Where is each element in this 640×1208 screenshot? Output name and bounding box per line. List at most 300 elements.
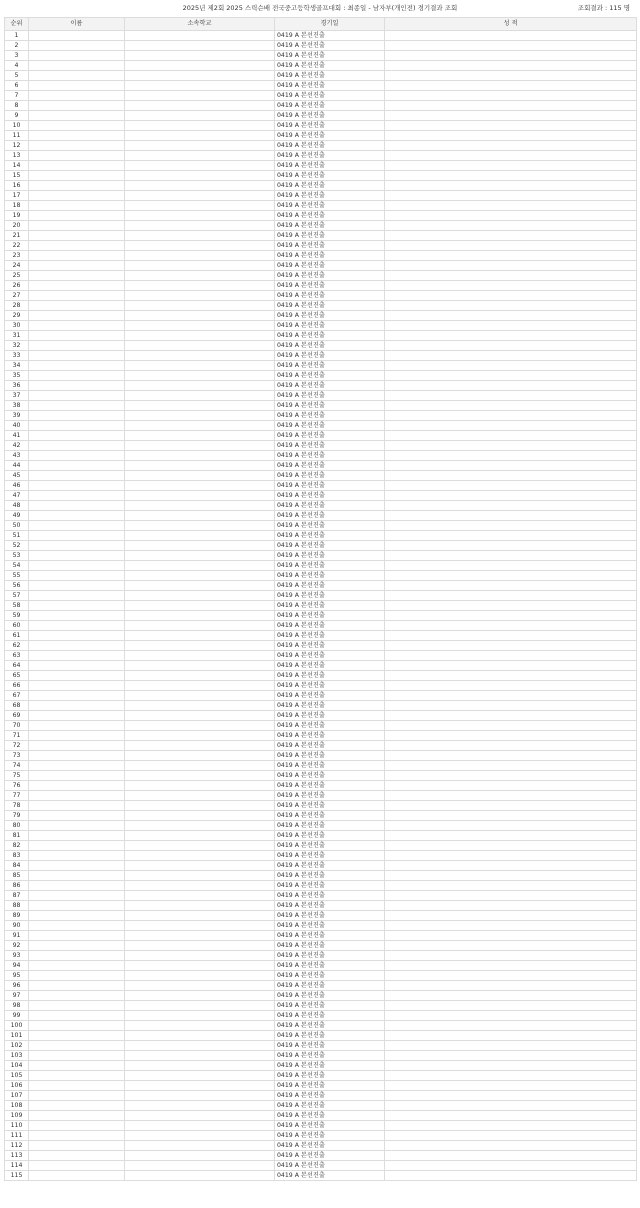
- table-row: [5, 551, 637, 561]
- table-row: [5, 731, 637, 741]
- score-link[interactable]: [385, 101, 637, 111]
- school-cell: [125, 891, 275, 901]
- school-cell: [125, 981, 275, 991]
- score-link[interactable]: [385, 961, 637, 971]
- school-cell: [125, 291, 275, 301]
- player-name-cell: [29, 121, 125, 131]
- table-row: [5, 681, 637, 691]
- table-row: [5, 141, 637, 151]
- score-link[interactable]: [385, 981, 637, 991]
- school-cell: [125, 641, 275, 651]
- player-name-cell: [29, 101, 125, 111]
- player-name-cell: [29, 911, 125, 921]
- school-cell: [125, 201, 275, 211]
- score-link[interactable]: [385, 671, 637, 681]
- school-cell: [125, 691, 275, 701]
- score-link[interactable]: [385, 841, 637, 851]
- table-row: [5, 1011, 637, 1021]
- score-link[interactable]: [385, 711, 637, 721]
- date-status-cell: 0419 A 본선진출: [275, 481, 385, 491]
- date-status-cell: 0419 A 본선진출: [275, 781, 385, 791]
- school-cell: [125, 791, 275, 801]
- school-cell: [125, 931, 275, 941]
- table-row: [5, 811, 637, 821]
- score-link[interactable]: [385, 911, 637, 921]
- player-name-cell: [29, 971, 125, 981]
- rank-cell: 66: [5, 681, 29, 691]
- player-name-cell: [29, 41, 125, 51]
- player-name-cell: [29, 441, 125, 451]
- score-link[interactable]: [385, 1021, 637, 1031]
- table-row: [5, 1141, 637, 1151]
- school-cell: [125, 441, 275, 451]
- score-link[interactable]: [385, 301, 637, 311]
- score-link[interactable]: [385, 1081, 637, 1091]
- table-row: [5, 301, 637, 311]
- score-link[interactable]: [385, 1061, 637, 1071]
- score-link[interactable]: [385, 201, 637, 211]
- score-link[interactable]: [385, 291, 637, 301]
- score-link[interactable]: [385, 131, 637, 141]
- player-name-cell: [29, 1081, 125, 1091]
- score-link[interactable]: [385, 1101, 637, 1111]
- table-row: [5, 761, 637, 771]
- score-link[interactable]: [385, 71, 637, 81]
- rank-cell: 77: [5, 791, 29, 801]
- rank-cell: 81: [5, 831, 29, 841]
- score-link[interactable]: [385, 791, 637, 801]
- score-link[interactable]: [385, 761, 637, 771]
- score-link[interactable]: [385, 571, 637, 581]
- rank-cell: 39: [5, 411, 29, 421]
- date-status-cell: 0419 A 본선진출: [275, 621, 385, 631]
- date-status-cell: 0419 A 본선진출: [275, 1031, 385, 1041]
- score-link[interactable]: [385, 151, 637, 161]
- player-name-cell: [29, 161, 125, 171]
- school-cell: [125, 821, 275, 831]
- player-name-cell: [29, 71, 125, 81]
- school-cell: [125, 451, 275, 461]
- score-link[interactable]: [385, 1041, 637, 1051]
- score-link[interactable]: [385, 781, 637, 791]
- rank-cell: 30: [5, 321, 29, 331]
- rank-cell: 22: [5, 241, 29, 251]
- score-link[interactable]: [385, 601, 637, 611]
- player-name-cell: [29, 821, 125, 831]
- score-link[interactable]: [385, 81, 637, 91]
- table-row: [5, 741, 637, 751]
- school-cell: [125, 1081, 275, 1091]
- school-cell: [125, 381, 275, 391]
- table-row: [5, 1031, 637, 1041]
- player-name-cell: [29, 831, 125, 841]
- date-status-cell: 0419 A 본선진출: [275, 1071, 385, 1081]
- school-cell: [125, 401, 275, 411]
- score-link[interactable]: [385, 411, 637, 421]
- score-link[interactable]: [385, 681, 637, 691]
- score-link[interactable]: [385, 1121, 637, 1131]
- school-cell: [125, 851, 275, 861]
- date-status-cell: 0419 A 본선진출: [275, 431, 385, 441]
- player-name-cell: [29, 1151, 125, 1161]
- score-link[interactable]: [385, 361, 637, 371]
- date-status-cell: 0419 A 본선진출: [275, 191, 385, 201]
- score-link[interactable]: [385, 861, 637, 871]
- school-cell: [125, 941, 275, 951]
- school-cell: [125, 801, 275, 811]
- school-cell: [125, 661, 275, 671]
- player-name-cell: [29, 241, 125, 251]
- player-name-cell: [29, 531, 125, 541]
- date-status-cell: 0419 A 본선진출: [275, 631, 385, 641]
- score-link[interactable]: [385, 831, 637, 841]
- school-cell: [125, 1151, 275, 1161]
- score-link[interactable]: [385, 421, 637, 431]
- table-row: [5, 341, 637, 351]
- table-row: [5, 391, 637, 401]
- table-row: [5, 441, 637, 451]
- rank-cell: 83: [5, 851, 29, 861]
- score-link[interactable]: [385, 1011, 637, 1021]
- date-status-cell: 0419 A 본선진출: [275, 361, 385, 371]
- rank-cell: 82: [5, 841, 29, 851]
- score-link[interactable]: [385, 1151, 637, 1161]
- score-link[interactable]: [385, 381, 637, 391]
- school-cell: [125, 871, 275, 881]
- rank-cell: 21: [5, 231, 29, 241]
- player-name-cell: [29, 1001, 125, 1011]
- score-link[interactable]: [385, 161, 637, 171]
- rank-cell: 74: [5, 761, 29, 771]
- player-name-cell: [29, 1061, 125, 1071]
- date-status-cell: 0419 A 본선진출: [275, 1011, 385, 1021]
- table-row: [5, 691, 637, 701]
- date-status-cell: 0419 A 본선진출: [275, 941, 385, 951]
- score-link[interactable]: [385, 641, 637, 651]
- player-name-cell: [29, 781, 125, 791]
- score-link[interactable]: [385, 1091, 637, 1101]
- score-link[interactable]: [385, 431, 637, 441]
- rank-cell: 108: [5, 1101, 29, 1111]
- player-name-cell: [29, 841, 125, 851]
- rank-cell: 79: [5, 811, 29, 821]
- school-cell: [125, 1171, 275, 1181]
- score-link[interactable]: [385, 701, 637, 711]
- score-link[interactable]: [385, 991, 637, 1001]
- score-link[interactable]: [385, 261, 637, 271]
- score-link[interactable]: [385, 521, 637, 531]
- score-link[interactable]: [385, 581, 637, 591]
- score-link[interactable]: [385, 771, 637, 781]
- score-link[interactable]: [385, 41, 637, 51]
- rank-cell: 50: [5, 521, 29, 531]
- score-link[interactable]: [385, 321, 637, 331]
- player-name-cell: [29, 291, 125, 301]
- score-link[interactable]: [385, 441, 637, 451]
- header-row: [5, 18, 637, 31]
- player-name-cell: [29, 721, 125, 731]
- player-name-cell: [29, 351, 125, 361]
- date-status-cell: 0419 A 본선진출: [275, 821, 385, 831]
- table-row: [5, 771, 637, 781]
- score-link[interactable]: [385, 881, 637, 891]
- date-status-cell: 0419 A 본선진출: [275, 841, 385, 851]
- player-name-cell: [29, 511, 125, 521]
- score-link[interactable]: [385, 801, 637, 811]
- school-cell: [125, 731, 275, 741]
- table-row: [5, 911, 637, 921]
- score-link[interactable]: [385, 611, 637, 621]
- score-link[interactable]: [385, 1111, 637, 1121]
- date-status-cell: 0419 A 본선진출: [275, 1101, 385, 1111]
- table-row: [5, 521, 637, 531]
- date-status-cell: 0419 A 본선진출: [275, 461, 385, 471]
- score-link[interactable]: [385, 61, 637, 71]
- score-link[interactable]: [385, 731, 637, 741]
- score-link[interactable]: [385, 1131, 637, 1141]
- score-link[interactable]: [385, 591, 637, 601]
- score-link[interactable]: [385, 351, 637, 361]
- score-link[interactable]: [385, 331, 637, 341]
- school-cell: [125, 901, 275, 911]
- player-name-cell: [29, 221, 125, 231]
- score-link[interactable]: [385, 921, 637, 931]
- school-cell: [125, 811, 275, 821]
- score-link[interactable]: [385, 821, 637, 831]
- school-cell: [125, 471, 275, 481]
- player-name-cell: [29, 331, 125, 341]
- table-row: [5, 1041, 637, 1051]
- school-cell: [125, 581, 275, 591]
- rank-cell: 35: [5, 371, 29, 381]
- score-link[interactable]: [385, 741, 637, 751]
- score-link[interactable]: [385, 631, 637, 641]
- score-link[interactable]: [385, 1001, 637, 1011]
- score-link[interactable]: [385, 541, 637, 551]
- score-link[interactable]: [385, 721, 637, 731]
- score-link[interactable]: [385, 341, 637, 351]
- player-name-cell: [29, 391, 125, 401]
- score-link[interactable]: [385, 181, 637, 191]
- score-link[interactable]: [385, 271, 637, 281]
- player-name-cell: [29, 691, 125, 701]
- table-row: [5, 701, 637, 711]
- score-link[interactable]: [385, 171, 637, 181]
- date-status-cell: 0419 A 본선진출: [275, 921, 385, 931]
- score-link[interactable]: [385, 621, 637, 631]
- score-link[interactable]: [385, 661, 637, 671]
- table-row: [5, 131, 637, 141]
- score-link[interactable]: [385, 91, 637, 101]
- table-row: [5, 231, 637, 241]
- rank-cell: 38: [5, 401, 29, 411]
- score-link[interactable]: [385, 511, 637, 521]
- score-link[interactable]: [385, 811, 637, 821]
- table-row: [5, 651, 637, 661]
- score-link[interactable]: [385, 501, 637, 511]
- date-status-cell: 0419 A 본선진출: [275, 1001, 385, 1011]
- table-row: [5, 721, 637, 731]
- date-status-cell: 0419 A 본선진출: [275, 611, 385, 621]
- table-row: [5, 61, 637, 71]
- score-link[interactable]: [385, 1071, 637, 1081]
- rank-cell: 110: [5, 1121, 29, 1131]
- player-name-cell: [29, 791, 125, 801]
- score-link[interactable]: [385, 651, 637, 661]
- table-row: [5, 1021, 637, 1031]
- date-status-cell: 0419 A 본선진출: [275, 171, 385, 181]
- score-link[interactable]: [385, 471, 637, 481]
- player-name-cell: [29, 1071, 125, 1081]
- score-link[interactable]: [385, 371, 637, 381]
- school-cell: [125, 221, 275, 231]
- score-link[interactable]: [385, 31, 637, 41]
- player-name-cell: [29, 141, 125, 151]
- rank-cell: 29: [5, 311, 29, 321]
- score-link[interactable]: [385, 211, 637, 221]
- table-row: [5, 451, 637, 461]
- rank-cell: 97: [5, 991, 29, 1001]
- player-name-cell: [29, 431, 125, 441]
- score-link[interactable]: [385, 691, 637, 701]
- table-row: [5, 411, 637, 421]
- table-row: [5, 1101, 637, 1111]
- school-cell: [125, 721, 275, 731]
- date-status-cell: 0419 A 본선진출: [275, 241, 385, 251]
- score-link[interactable]: [385, 971, 637, 981]
- school-cell: [125, 251, 275, 261]
- school-cell: [125, 131, 275, 141]
- table-row: [5, 851, 637, 861]
- rank-cell: 11: [5, 131, 29, 141]
- table-row: [5, 611, 637, 621]
- score-link[interactable]: [385, 1031, 637, 1041]
- score-link[interactable]: [385, 231, 637, 241]
- rank-cell: 69: [5, 711, 29, 721]
- school-cell: [125, 1011, 275, 1021]
- rank-cell: 17: [5, 191, 29, 201]
- table-row: [5, 271, 637, 281]
- score-link[interactable]: [385, 751, 637, 761]
- rank-cell: 19: [5, 211, 29, 221]
- school-cell: [125, 151, 275, 161]
- rank-cell: 31: [5, 331, 29, 341]
- score-link[interactable]: [385, 281, 637, 291]
- score-link[interactable]: [385, 871, 637, 881]
- player-name-cell: [29, 1111, 125, 1121]
- player-name-cell: [29, 151, 125, 161]
- table-row: [5, 481, 637, 491]
- player-name-cell: [29, 991, 125, 1001]
- score-link[interactable]: [385, 1141, 637, 1151]
- date-status-cell: 0419 A 본선진출: [275, 51, 385, 61]
- table-row: [5, 1081, 637, 1091]
- rank-cell: 85: [5, 871, 29, 881]
- school-cell: [125, 681, 275, 691]
- score-link[interactable]: [385, 251, 637, 261]
- score-link[interactable]: [385, 891, 637, 901]
- player-name-cell: [29, 891, 125, 901]
- table-row: [5, 1051, 637, 1061]
- score-link[interactable]: [385, 941, 637, 951]
- school-cell: [125, 161, 275, 171]
- rank-cell: 106: [5, 1081, 29, 1091]
- player-name-cell: [29, 81, 125, 91]
- table-row: [5, 281, 637, 291]
- score-link[interactable]: [385, 111, 637, 121]
- score-link[interactable]: [385, 221, 637, 231]
- school-cell: [125, 881, 275, 891]
- score-link[interactable]: [385, 491, 637, 501]
- rank-cell: 86: [5, 881, 29, 891]
- score-link[interactable]: [385, 191, 637, 201]
- date-status-cell: 0419 A 본선진출: [275, 771, 385, 781]
- player-name-cell: [29, 1041, 125, 1051]
- rank-cell: 55: [5, 571, 29, 581]
- score-link[interactable]: [385, 1161, 637, 1171]
- rank-cell: 49: [5, 511, 29, 521]
- table-row: [5, 471, 637, 481]
- date-status-cell: 0419 A 본선진출: [275, 561, 385, 571]
- school-cell: [125, 861, 275, 871]
- score-link[interactable]: [385, 851, 637, 861]
- score-link[interactable]: [385, 141, 637, 151]
- table-row: [5, 881, 637, 891]
- rank-cell: 23: [5, 251, 29, 261]
- player-name-cell: [29, 1051, 125, 1061]
- score-link[interactable]: [385, 901, 637, 911]
- school-cell: [125, 261, 275, 271]
- rank-cell: 70: [5, 721, 29, 731]
- table-row: [5, 991, 637, 1001]
- player-name-cell: [29, 901, 125, 911]
- date-status-cell: 0419 A 본선진출: [275, 381, 385, 391]
- table-row: [5, 251, 637, 261]
- rank-cell: 112: [5, 1141, 29, 1151]
- score-link[interactable]: [385, 401, 637, 411]
- score-link[interactable]: [385, 311, 637, 321]
- score-link[interactable]: [385, 241, 637, 251]
- date-status-cell: 0419 A 본선진출: [275, 421, 385, 431]
- score-link[interactable]: [385, 531, 637, 541]
- rank-cell: 68: [5, 701, 29, 711]
- score-link[interactable]: [385, 551, 637, 561]
- score-link[interactable]: [385, 481, 637, 491]
- score-link[interactable]: [385, 461, 637, 471]
- date-status-cell: 0419 A 본선진출: [275, 991, 385, 1001]
- score-link[interactable]: [385, 451, 637, 461]
- title-row: [4, 3, 636, 14]
- score-link[interactable]: [385, 391, 637, 401]
- school-cell: [125, 121, 275, 131]
- score-link[interactable]: [385, 121, 637, 131]
- score-link[interactable]: [385, 931, 637, 941]
- score-link[interactable]: [385, 951, 637, 961]
- rank-cell: 13: [5, 151, 29, 161]
- table-row: [5, 961, 637, 971]
- score-link[interactable]: [385, 1171, 637, 1181]
- table-row: [5, 41, 637, 51]
- table-row: [5, 661, 637, 671]
- date-status-cell: 0419 A 본선진출: [275, 131, 385, 141]
- player-name-cell: [29, 811, 125, 821]
- score-link[interactable]: [385, 561, 637, 571]
- score-link[interactable]: [385, 1051, 637, 1061]
- school-cell: [125, 391, 275, 401]
- date-status-cell: 0419 A 본선진출: [275, 961, 385, 971]
- score-link[interactable]: [385, 51, 637, 61]
- table-row: [5, 221, 637, 231]
